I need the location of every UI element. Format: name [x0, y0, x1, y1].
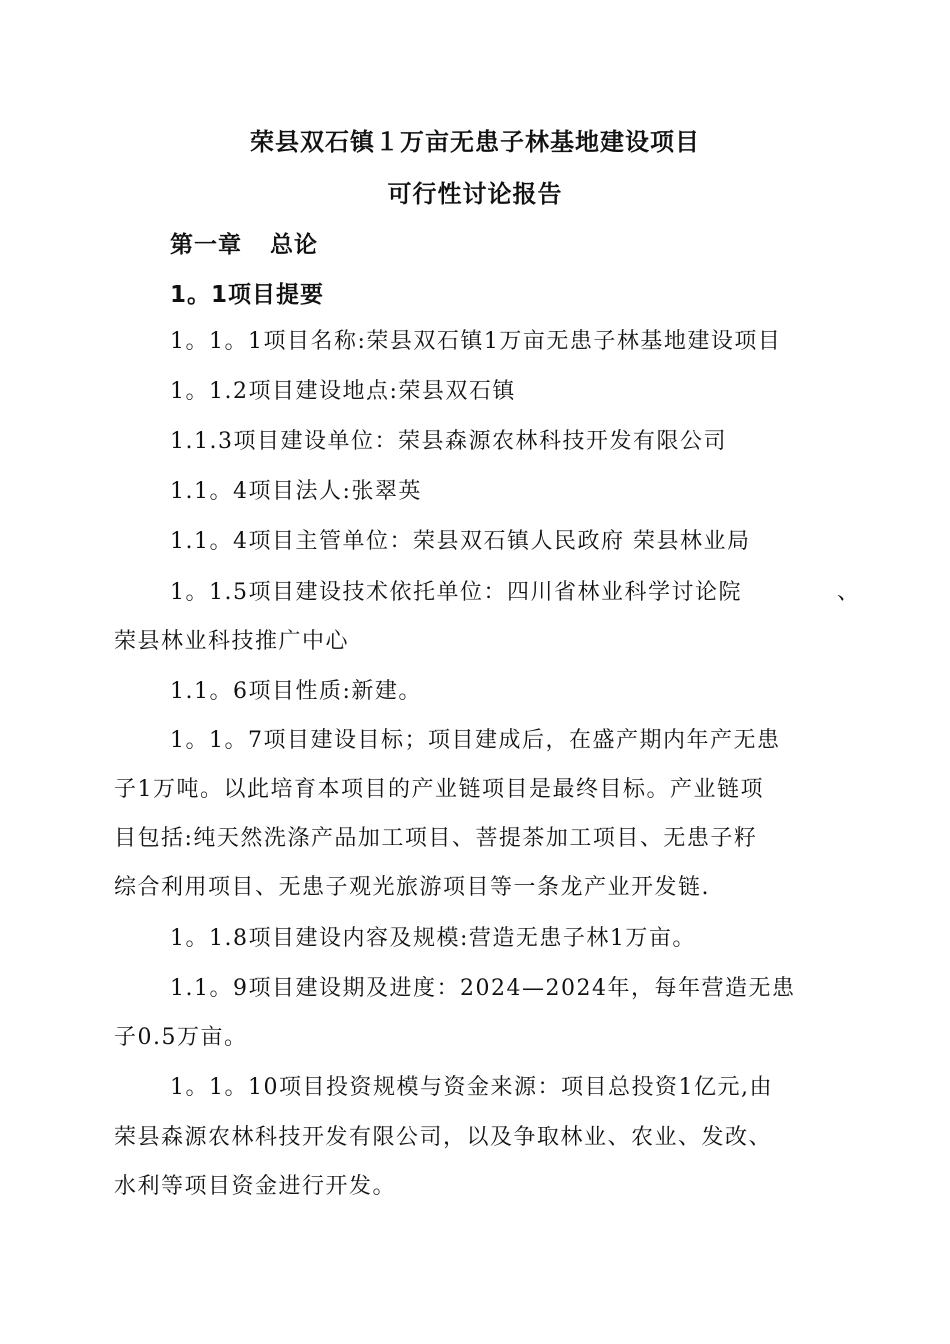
paragraph-line: 1。1。10项目投资规模与资金来源：项目总投资1亿元,由	[170, 1075, 773, 1100]
paragraph-line: 水利等项目资金进行开发。	[114, 1174, 397, 1199]
chapter-name: 总论	[270, 232, 318, 258]
paragraph-line: 1.1。4项目主管单位：荣县双石镇人民政府 荣县林业局	[170, 529, 751, 554]
paragraph-line: 1.1。6项目性质:新建。	[170, 679, 422, 704]
paragraph-text: 1。1.5项目建设技术依托单位：四川省林业科学讨论院	[170, 580, 742, 605]
paragraph-line: 1。1。7项目建设目标；项目建成后，在盛产期内年产无患	[170, 728, 781, 753]
paragraph-line	[170, 575, 861, 606]
section-heading: 1。1项目提要	[170, 282, 325, 308]
paragraph-line: 子1万吨。以此培育本项目的产业链项目是最终目标。产业链项	[114, 777, 764, 802]
chapter-heading	[170, 226, 318, 259]
paragraph-line: 1。1。1项目名称:荣县双石镇1万亩无患子林基地建设项目	[170, 329, 782, 354]
chapter-number: 第一章	[170, 232, 242, 258]
enumeration-comma: 、	[837, 580, 861, 605]
paragraph-line: 综合利用项目、无患子观光旅游项目等一条龙产业开发链.	[114, 875, 710, 900]
paragraph-line: 1。1.8项目建设内容及规模:营造无患子林1万亩。	[170, 926, 696, 951]
paragraph-line: 1.1。4项目法人:张翠英	[170, 479, 422, 504]
paragraph-line: 荣县林业科技推广中心	[114, 629, 350, 654]
paragraph-line: 1。1.2项目建设地点:荣县双石镇	[170, 379, 516, 404]
document-title: 荣县双石镇１万亩无患子林基地建设项目	[250, 128, 700, 156]
paragraph-line: 1.1。9项目建设期及进度：2024—2024年，每年营造无患	[170, 976, 796, 1001]
document-subtitle: 可行性讨论报告	[387, 180, 563, 208]
paragraph-line: 1.1.3项目建设单位：荣县森源农林科技开发有限公司	[170, 429, 727, 454]
paragraph-line: 子0.5万亩。	[114, 1025, 248, 1050]
paragraph-line: 目包括:纯天然洗涤产品加工项目、菩提茶加工项目、无患子籽	[114, 826, 758, 851]
paragraph-line: 荣县森源农林科技开发有限公司，以及争取林业、农业、发改、	[114, 1125, 773, 1150]
